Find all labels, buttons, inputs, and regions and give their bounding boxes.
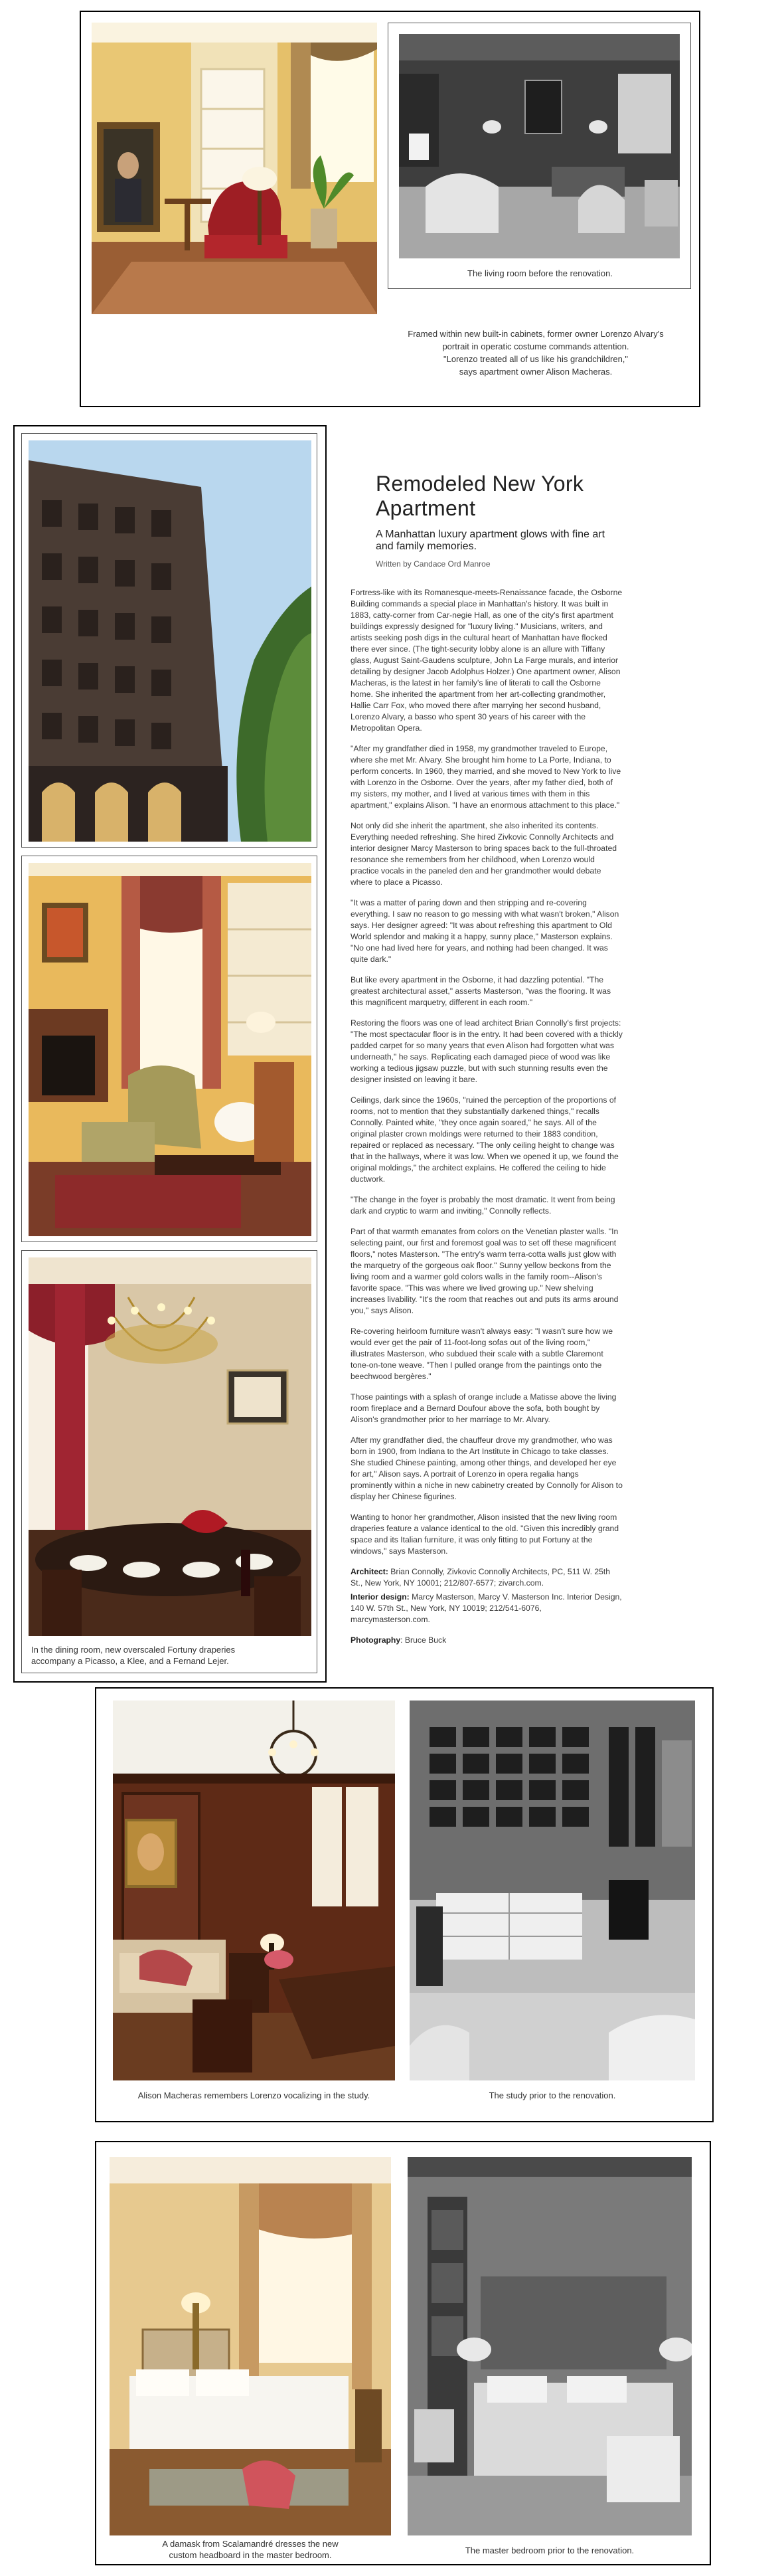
article-paragraph: But like every apartment in the Osborne, it had dazzling potential. "The greatest architectural asset," asserts Masterson, "was the flooring. It was this magnificent marquetry, different in each room." — [351, 975, 611, 1007]
living-room-before-photo — [399, 34, 680, 258]
living-room-before-caption: The living room before the renovation. — [467, 268, 613, 278]
article-paragraph: Restoring the floors was one of lead architect Brian Connolly's first projects: "The most spectacular floor is in the entry. It had been covered with a thickly padded carpet for so many years that even Alison had forgotten what was underneath," he says. Replicating each damaged piece of wood was like working a tedious jigsaw puzzle, but with such stunning results even the designer insisted on leaving it bare. — [351, 1018, 623, 1084]
living-room-before-frame — [388, 23, 691, 289]
living-room-caption-line: says apartment owner Alison Macheras. — [459, 367, 613, 377]
article-paragraph: Wanting to honor her grandmother, Alison insisted that the new living room draperies feature a valance identical to the old. "Given this incredibly grand space and its Italian furniture, it was only fitting to put Fortuny at the windows," says Masterson. — [351, 1513, 619, 1556]
dining-room-caption — [31, 1644, 257, 1667]
family-room-frame — [21, 856, 317, 1242]
article — [351, 472, 623, 1655]
dining-room-photo — [29, 1257, 311, 1636]
study-caption: Alison Macheras remembers Lorenzo vocalizing in the study. — [137, 2090, 370, 2100]
article-paragraph: After my grandfather died, the chauffeur drove my grandmother, who was born in 1900, from Indiana to the Art Institute in Chicago to take classes. She studied Chinese painting, among other things, and developed her eye for art," Alison says. A portrait of Lorenzo in opera regalia hangs prominently within a niche in new cabinetry created by Connolly for Alison to display her Chinese figurines. — [351, 1435, 623, 1501]
article-paragraph: Those paintings with a splash of orange include a Matisse above the living room fireplace and a Bernard Doufour above the sofa, both bought by Alison's grandmother prior to her marriage to Mr. Alvary. — [351, 1392, 617, 1424]
article-title: Remodeled New York Apartment — [376, 472, 584, 520]
article-paragraph: "It was a matter of paring down and then stripping and re-covering everything. I saw no reason to go messing with what wasn't broken," Alison says. Her designer agreed: "It was about refreshing this apartment to Old World splendor and making it a happy, sunny place," Masterson explains. "No one had lived here for years, and nothing had been changed. It was quite dark." — [351, 898, 619, 964]
family-room-photo — [29, 863, 311, 1236]
living-room-photo — [92, 23, 377, 314]
dining-room-caption-line: accompany a Picasso, a Klee, and a Fernand Lejer. — [31, 1656, 229, 1666]
interior-text: Marcy Masterson, Marcy V. Masterson Inc. Interior Design, 140 W. 57th St., New York, NY 10019; 212/541-6076, marcymasterson.com. — [351, 1592, 622, 1624]
bedroom-caption — [110, 2538, 391, 2561]
living-room-caption — [380, 327, 692, 378]
interior-credit — [351, 1592, 623, 1625]
interior-label: Interior design: — [351, 1592, 410, 1602]
bedroom-photo — [110, 2157, 391, 2535]
architect-text: Brian Connolly, Zivkovic Connolly Architects, PC, 511 W. 25th St., New York, NY 10001; 212/807-6577; zivarch.com. — [351, 1567, 611, 1588]
bedroom-caption-line: custom headboard in the master bedroom. — [169, 2550, 332, 2560]
dining-room-caption-line: In the dining room, new overscaled Fortuny draperies — [31, 1645, 236, 1655]
building-frame — [21, 433, 317, 848]
article-byline: Written by Candace Ord Manroe — [376, 559, 491, 569]
article-paragraph: "After my grandfather died in 1958, my grandmother traveled to Europe, where she met Mr. Alvary. She brought him home to La Porte, Indiana, to perform concerts. In 1960, they married, and she moved to New York to live with Lorenzo in the Osborne. Over the years, after my father died, both of my sisters, my mother, and I lived at various times with them in this apartment," explains Alison. "I have an enormous attachment to this place." — [351, 744, 621, 810]
article-paragraph: Part of that warmth emanates from colors on the Venetian plaster walls. "In selecting paint, our first and foremost goal was to set off these magnificent floors," notes Masterson. "The entry's warm terra-cotta walls just glow with the marquetry of the gorgeous oak floor." Sunny yellow beckons from the living room and a warmer gold colors walls in the family room--Alison's favorite space. "This was where we lived growing up." New shelving increases livability. "It's the room that reaches out and puts its arms around you," says Alison. — [351, 1227, 619, 1315]
bedroom-before-photo — [408, 2157, 692, 2535]
bedroom-panel — [95, 2141, 711, 2565]
article-paragraph: Ceilings, dark since the 1960s, "ruined the perception of the proportions of rooms, not to mention that they substantially darkened things," recalls Connolly. Painted white, "they once again soared," he says. All of the original plaster crown moldings were returned to their 1883 condition, repaired or replaced as necessary. "The only ceiling height to change was that in the hallways, where it was low. When we opened it up, we found the original moldings," the architect explains. He coffered the ceiling to hide ductwork. — [351, 1095, 619, 1184]
bedroom-caption-line: A damask from Scalamandré dresses the new — [162, 2539, 339, 2549]
photo-credit — [351, 1635, 623, 1646]
living-room-panel — [80, 11, 700, 407]
article-paragraph: Fortress-like with its Romanesque-meets-Renaissance facade, the Osborne Building commands a special place in Manhattan's history. It was built in 1883, catty-corner from Car-negie Hall, as one of the city's first apartment buildings expressly designed for "luxury living." Musicians, writers, and artists seeking posh digs in the cultural heart of Manhattan have flocked there ever since. (The tight-security lobby alone is an allure with Tiffany glass, August Saint-Gaudens sculpture, John La Farge murals, and interior detailing by designer Jacob Adolphus Holzer.) One apartment owner, Alison Macheras, is the latest in her family's line of literati to call the Osborne home. She inherited the apartment from her art-collecting grandmother, Hallie Carr Fox, who moved there after marrying her second husband, Lorenzo Alvary, a basso who spent 30 years of his career with the Metropolitan Opera. — [351, 588, 623, 733]
study-before-caption: The study prior to the renovation. — [489, 2090, 616, 2100]
living-room-caption-line: Framed within new built-in cabinets, former owner Lorenzo Alvary's — [408, 329, 664, 339]
living-room-caption-line: portrait in operatic costume commands attention. — [442, 341, 629, 351]
photo-text: : Bruce Buck — [400, 1635, 447, 1645]
architect-credit — [351, 1566, 623, 1589]
photo-column-panel — [13, 425, 327, 1683]
study-photo — [113, 1701, 395, 2080]
osborne-building-photo — [29, 440, 311, 842]
article-paragraph: "The change in the foyer is probably the most dramatic. It went from being dark and cryptic to warm and inviting," Connolly reflects. — [351, 1195, 615, 1216]
article-paragraph: Not only did she inherit the apartment, she also inherited its contents. Everything needed refreshing. She hired Zivkovic Connolly Architects and interior designer Marcy Masterson to bring spaces back to the full-throated resonance she remembers from her childhood, when Lorenzo would practice vocals in the paneled den and her grandmother would debate where to place a Picasso. — [351, 821, 617, 887]
living-room-caption-line: "Lorenzo treated all of us like his grandchildren," — [443, 354, 629, 364]
study-panel — [95, 1687, 714, 2122]
dining-room-frame — [21, 1250, 317, 1673]
article-paragraph: Re-covering heirloom furniture wasn't always easy: "I wasn't sure how we would ever get the pair of 11-foot-long sofas out of the living room," illustrates Masterson, who subdued their scale with a subtle Claremont tone-on-tone weave. "Then I pulled orange from the paintings onto the beechwood bergères." — [351, 1327, 613, 1381]
bedroom-before-caption: The master bedroom prior to the renovation. — [465, 2545, 635, 2555]
study-before-photo — [410, 1701, 695, 2080]
photo-label: Photography — [351, 1635, 401, 1645]
article-subtitle: A Manhattan luxury apartment glows with fine art and family memories. — [376, 529, 605, 552]
architect-label: Architect: — [351, 1567, 388, 1576]
